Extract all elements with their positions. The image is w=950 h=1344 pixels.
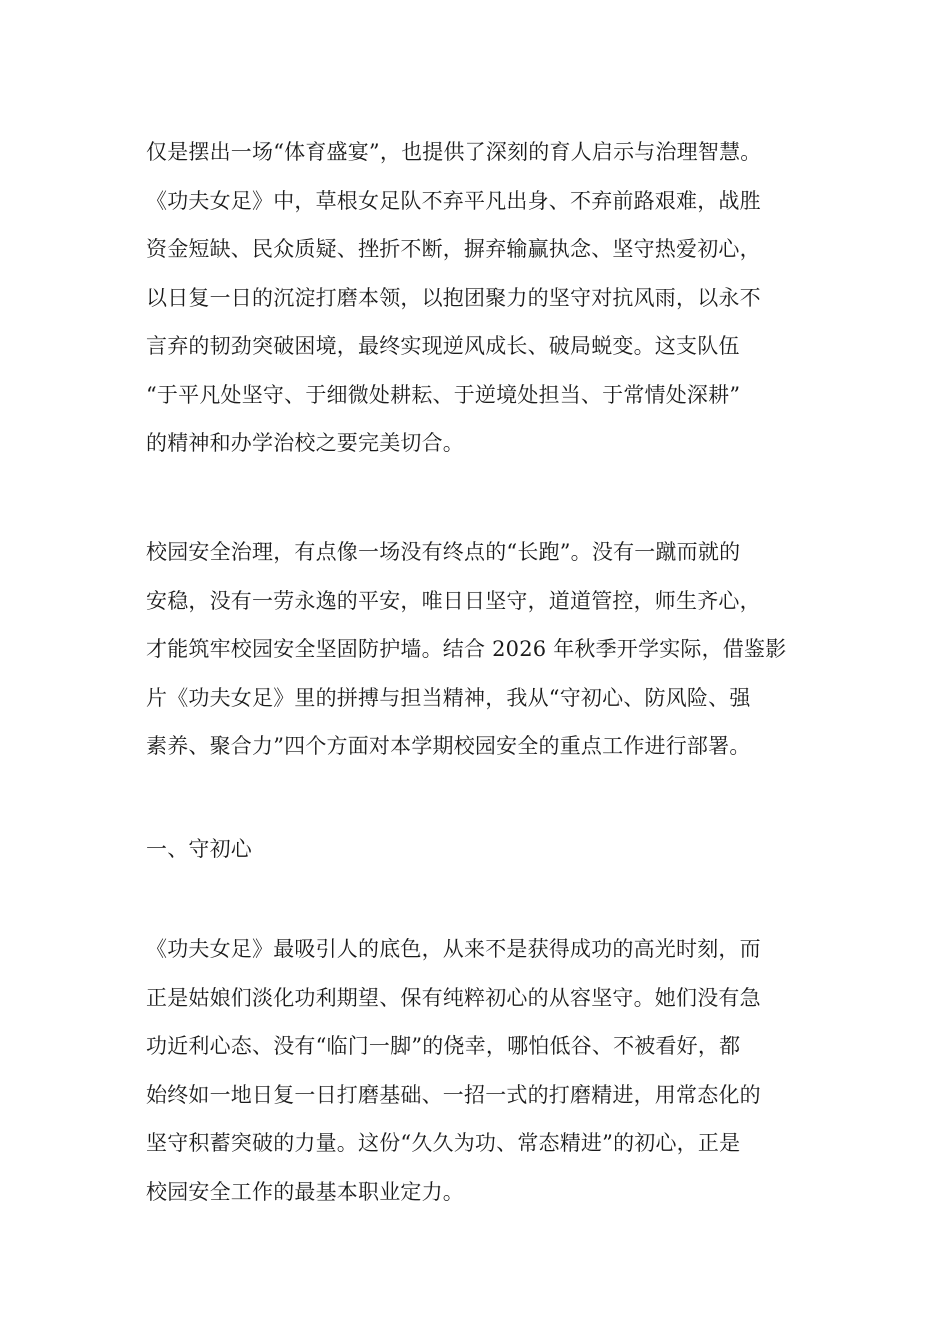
text-line: 仅是摆出一场“体育盛宴”，也提供了深刻的育人启示与治理智慧。 <box>146 140 762 164</box>
text-line: 以日复一日的沉淀打磨本领，以抱团聚力的坚守对抗风雨，以永不 <box>146 285 761 310</box>
paragraph-original-intention <box>146 925 826 1216</box>
text-line: 安稳，没有一劳永逸的平安，唯日日坚守，道道管控，师生齐心， <box>146 588 761 613</box>
text-line: 坚守积蓄突破的力量。这份“久久为功、常态精进”的初心，正是 <box>146 1131 741 1155</box>
section-heading <box>146 825 826 874</box>
paragraph-film-inspiration <box>146 128 826 468</box>
text-line: 校园安全治理，有点像一场没有终点的“长跑”。没有一蹴而就的 <box>146 540 741 564</box>
text-line: 始终如一地日复一日打磨基础、一招一式的打磨精进，用常态化的 <box>146 1082 761 1107</box>
text-line: 《功夫女足》最吸引人的底色，从来不是获得成功的高光时刻，而 <box>146 937 761 961</box>
text-line: 资金短缺、民众质疑、挫折不断，摒弃输赢执念、坚守热爱初心， <box>146 237 761 261</box>
text-line: 才能筑牢校园安全坚固防护墙。结合 2026 年秋季开学实际，借鉴影 <box>146 637 787 661</box>
text-line: 素养、聚合力”四个方面对本学期校园安全的重点工作进行部署。 <box>146 734 751 758</box>
text-line: 正是姑娘们淡化功利期望、保有纯粹初心的从容坚守。她们没有急 <box>146 985 761 1010</box>
text-line: 的精神和办学治校之要完美切合。 <box>146 431 464 455</box>
text-line: 言弃的韧劲突破困境，最终实现逆风成长、破局蜕变。这支队伍 <box>146 334 740 358</box>
paragraph-safety-governance <box>146 528 826 771</box>
text-line: 《功夫女足》中，草根女足队不弃平凡出身、不弃前路艰难，战胜 <box>146 188 761 213</box>
text-line: 校园安全工作的最基本职业定力。 <box>146 1179 464 1204</box>
text-line: 片《功夫女足》里的拼搏与担当精神，我从“守初心、防风险、强 <box>146 685 751 710</box>
text-line: 功近利心态、没有“临门一脚”的侥幸，哪怕低谷、不被看好，都 <box>146 1034 741 1058</box>
section-heading-text: 一、守初心 <box>146 837 252 861</box>
text-line: “于平凡处坚守、于细微处耕耘、于逆境处担当、于常情处深耕” <box>146 382 741 407</box>
